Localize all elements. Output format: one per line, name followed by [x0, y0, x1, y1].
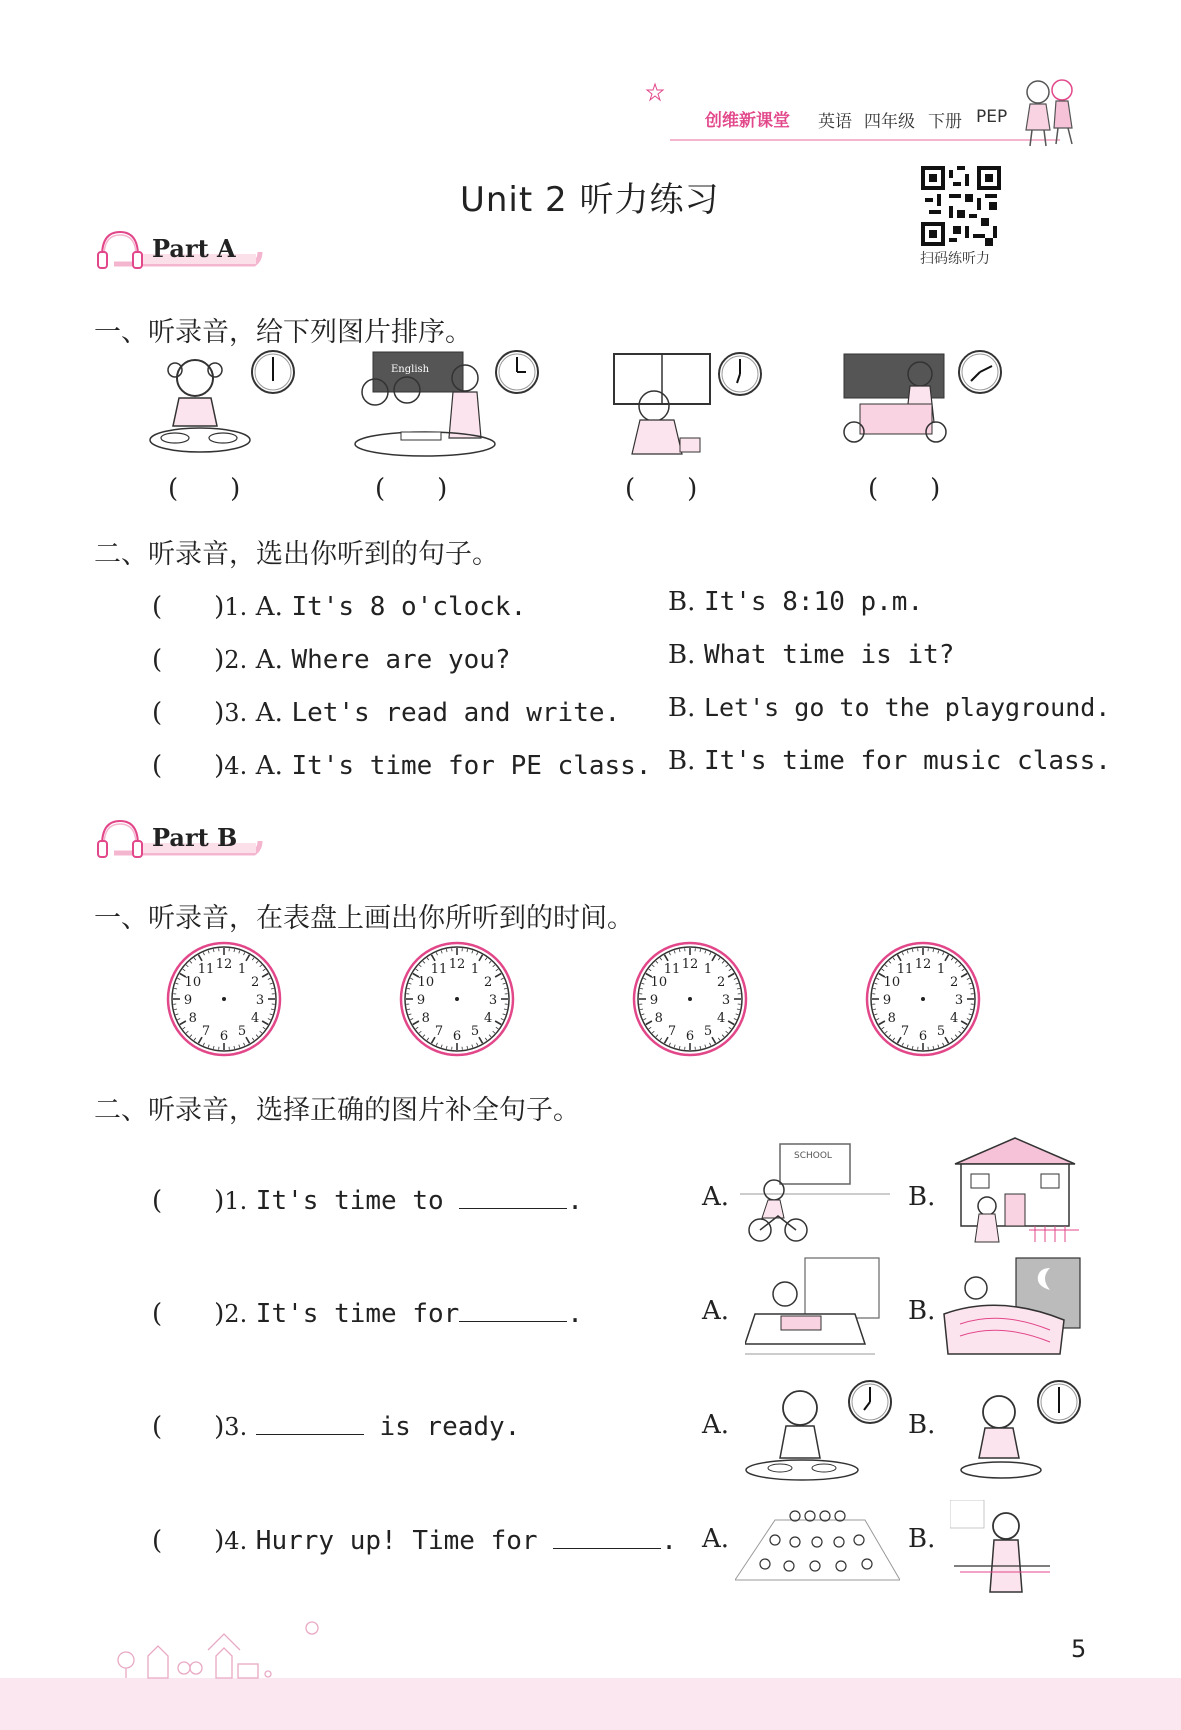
boy-breakfast-icon[interactable] [740, 1378, 900, 1488]
clock-number: 4 [484, 1011, 493, 1026]
option-a-letter[interactable]: A. [702, 1410, 730, 1440]
question-row [152, 745, 651, 782]
option-b-letter[interactable]: B. [668, 587, 696, 617]
clock-number: 10 [184, 975, 202, 990]
clock-number: 11 [197, 961, 215, 977]
question-row [668, 745, 1111, 776]
clock-number: 3 [488, 993, 498, 1008]
clock-number: 12 [448, 957, 466, 972]
clock-center [222, 997, 226, 1001]
header-brand: 创维新课堂 [705, 111, 790, 131]
blank-clock-face[interactable] [165, 940, 283, 1058]
option-b-text[interactable]: It's time for music class. [703, 746, 1111, 776]
clock-number: 9 [882, 993, 892, 1008]
qr-caption: 扫码练听力 [920, 251, 990, 267]
clock-number: 12 [681, 957, 699, 972]
option-b-letter[interactable]: B. [908, 1410, 936, 1440]
header-rule [670, 139, 1060, 141]
question-row [152, 692, 620, 729]
part-a-badge [94, 226, 264, 276]
header-volume: 下册 [928, 112, 962, 132]
part-a-section1-title: 一、听录音，给下列图片排序。 [94, 317, 472, 348]
question-number: 4. [224, 752, 248, 780]
question-number: 1. [224, 593, 248, 621]
clock-number: 7 [900, 1024, 910, 1040]
bed-icon[interactable] [940, 1254, 1085, 1366]
clock-number: 2 [484, 975, 493, 990]
clock-number: 5 [703, 1024, 713, 1040]
sentence-start: Hurry up! Time for [255, 1526, 554, 1556]
page-title: Unit 2 听力练习 [460, 180, 720, 220]
option-a-text[interactable]: It's 8 o'clock. [291, 592, 527, 622]
clock-number: 9 [183, 993, 193, 1008]
clock-number: 1 [237, 961, 247, 977]
clock-number: 12 [215, 957, 233, 972]
part-b-section1-title: 一、听录音，在表盘上画出你所听到的时间。 [94, 903, 634, 934]
question-row [152, 1520, 677, 1557]
question-row [668, 586, 923, 617]
girl-eating-breakfast-icon [145, 348, 305, 460]
clock-number: 8 [188, 1011, 197, 1026]
clock-number: 3 [255, 993, 265, 1008]
answer-paren[interactable]: ( ) [625, 474, 698, 504]
blank-clock-face[interactable] [864, 940, 982, 1058]
answer-paren[interactable]: ( ) [868, 474, 941, 504]
question-row [152, 586, 526, 623]
pe-class-icon[interactable] [735, 1500, 900, 1590]
option-b-text[interactable]: Let's go to the playground. [703, 693, 1111, 722]
clock-number: 2 [717, 975, 726, 990]
option-a-letter[interactable]: A. [255, 645, 283, 675]
music-class-icon[interactable] [950, 1500, 1060, 1600]
sentence-start: It's time for [255, 1299, 460, 1329]
part-a-section2-title: 二、听录音，选出你听到的句子。 [94, 539, 499, 570]
header-edition: PEP [976, 107, 1008, 127]
clock-center [688, 997, 692, 1001]
option-b-letter[interactable]: B. [668, 693, 696, 723]
option-b-letter[interactable]: B. [668, 640, 696, 670]
clock-number: 8 [654, 1011, 663, 1026]
option-b-letter[interactable]: B. [908, 1182, 936, 1212]
town-decoration-icon [112, 1620, 362, 1680]
answer-paren[interactable]: ( ) [168, 474, 241, 504]
question-row [668, 692, 1110, 723]
blank-clock-face[interactable] [398, 940, 516, 1058]
sentence-start: It's time to [255, 1186, 460, 1216]
option-a-text[interactable]: Let's read and write. [291, 698, 621, 728]
answer-paren[interactable]: ( ) [152, 1526, 225, 1556]
option-b-letter[interactable]: B. [668, 746, 696, 776]
clock-number: 4 [251, 1011, 260, 1026]
svg-text:SCHOOL: SCHOOL [794, 1151, 832, 1161]
clock-number: 10 [417, 975, 435, 990]
answer-paren[interactable]: ( ) [152, 645, 225, 675]
question-number: 3. [224, 1413, 248, 1441]
answer-blank[interactable] [256, 1410, 364, 1435]
question-number: 2. [224, 1300, 248, 1328]
clock-number: 1 [936, 961, 946, 977]
clock-number: 4 [950, 1011, 959, 1026]
answer-blank[interactable] [459, 1297, 567, 1322]
clock-number: 7 [667, 1024, 677, 1040]
answer-paren[interactable]: ( ) [152, 751, 225, 781]
part-b-badge [94, 815, 264, 865]
header-kids-icon [1010, 70, 1090, 150]
question-row [152, 1293, 583, 1330]
question-number: 2. [224, 646, 248, 674]
svg-text:English: English [391, 364, 430, 375]
clock-number: 11 [663, 961, 681, 977]
sentence-end: . [567, 1299, 583, 1329]
option-a-letter[interactable]: A. [702, 1524, 730, 1554]
option-a-text[interactable]: It's time for PE class. [291, 751, 652, 781]
page-number: 5 [1071, 1635, 1087, 1663]
star-decoration-icon [645, 82, 665, 102]
english-class-icon [345, 348, 545, 460]
option-a-letter[interactable]: A. [255, 698, 283, 728]
question-row [668, 639, 954, 670]
clock-number: 12 [914, 957, 932, 972]
option-b-text[interactable]: It's 8:10 p.m. [703, 587, 924, 617]
part-a-label: Part A [152, 234, 236, 263]
clock-center [455, 997, 459, 1001]
option-a-text[interactable]: Where are you? [291, 645, 511, 675]
clock-number: 6 [685, 1029, 695, 1044]
clock-number: 3 [954, 993, 964, 1008]
header-grade: 四年级 [864, 112, 915, 132]
answer-paren[interactable]: ( ) [152, 1299, 225, 1329]
clock-center [921, 997, 925, 1001]
answer-paren[interactable]: ( ) [152, 698, 225, 728]
option-a-letter[interactable]: A. [702, 1182, 730, 1212]
option-b-text[interactable]: What time is it? [703, 640, 955, 670]
clock-number: 5 [237, 1024, 247, 1040]
part-b-section2-title: 二、听录音，选择正确的图片补全句子。 [94, 1095, 580, 1126]
option-b-letter[interactable]: B. [908, 1296, 936, 1326]
sentence-end: is ready. [363, 1412, 521, 1442]
clock-number: 2 [950, 975, 959, 990]
clock-number: 7 [201, 1024, 211, 1040]
answer-paren[interactable]: ( ) [152, 592, 225, 622]
clock-number: 10 [883, 975, 901, 990]
answer-paren[interactable]: ( ) [152, 1186, 225, 1216]
question-row [152, 1406, 520, 1443]
clock-number: 11 [430, 961, 448, 977]
clock-number: 9 [416, 993, 426, 1008]
clock-number: 7 [434, 1024, 444, 1040]
qr-code-icon[interactable] [921, 166, 1001, 246]
go-home-icon[interactable] [945, 1134, 1085, 1246]
question-number: 4. [224, 1527, 248, 1555]
clock-number: 10 [650, 975, 668, 990]
footer-band [0, 1678, 1181, 1730]
question-row [152, 1180, 583, 1217]
question-row [152, 639, 511, 676]
answer-blank[interactable] [459, 1184, 567, 1209]
part-b-label: Part B [152, 823, 238, 852]
clock-number: 9 [649, 993, 659, 1008]
option-a-letter[interactable]: A. [255, 751, 283, 781]
clock-number: 3 [721, 993, 731, 1008]
girl-lunch-icon[interactable] [955, 1378, 1085, 1488]
clock-number: 6 [219, 1029, 229, 1044]
clock-number: 1 [470, 961, 480, 977]
option-a-letter[interactable]: A. [255, 592, 283, 622]
clock-number: 1 [703, 961, 713, 977]
school-bike-icon[interactable] [740, 1134, 890, 1244]
option-b-letter[interactable]: B. [908, 1524, 936, 1554]
girl-lunch-icon [610, 350, 770, 460]
clock-number: 6 [918, 1029, 928, 1044]
clock-number: 5 [936, 1024, 946, 1040]
clock-number: 11 [896, 961, 914, 977]
clock-number: 8 [421, 1011, 430, 1026]
wake-up-icon[interactable] [745, 1254, 885, 1364]
clock-number: 5 [470, 1024, 480, 1040]
option-a-letter[interactable]: A. [702, 1296, 730, 1326]
header-subject: 英语 [818, 112, 852, 132]
answer-blank[interactable] [553, 1524, 661, 1549]
question-number: 3. [224, 699, 248, 727]
question-number: 1. [224, 1187, 248, 1215]
sentence-end: . [567, 1186, 583, 1216]
clock-number: 6 [452, 1029, 462, 1044]
blank-clock-face[interactable] [631, 940, 749, 1058]
clock-number: 4 [717, 1011, 726, 1026]
answer-paren[interactable]: ( ) [152, 1412, 225, 1442]
teacher-board-icon [840, 350, 1010, 460]
sentence-end: . [661, 1526, 677, 1556]
clock-number: 8 [887, 1011, 896, 1026]
clock-number: 2 [251, 975, 260, 990]
answer-paren[interactable]: ( ) [375, 474, 448, 504]
